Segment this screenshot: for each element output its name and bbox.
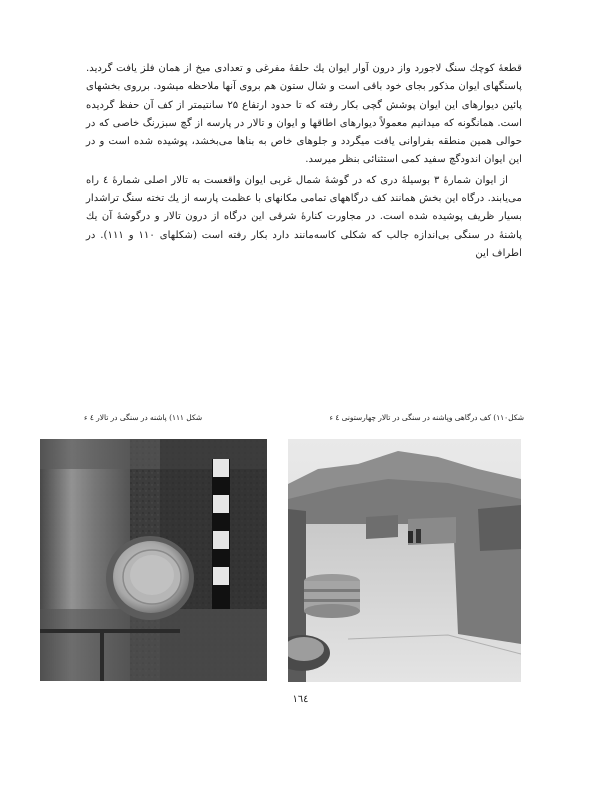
body-text xyxy=(86,60,522,263)
door-socket-photo xyxy=(40,439,267,681)
doorway-photo xyxy=(288,439,521,682)
figure-111-photo xyxy=(40,439,267,681)
figure-caption-111: شکل ۱۱۱) پاشنه در سنگی در تالار ٤ ء xyxy=(84,413,203,422)
paragraph: قطعهٔ کوچك سنگ لاجورد واز درون آوار ایوان یك حلقهٔ مفرغی و تعدادی میخ از همان فلز یافت گردید. پاسنگهای ایوان مذکور بجای خود باقی است و شال ستون هم بروی آنها ملاحظه میشود. برروی بخشهای پائین دیوارهای این ایوان پوشش گچی بکار رفته که تا حدود ارتفاع ۲۵ سانتیمتر از کف آن حفظ گردیده است. همانگونه که میدانیم معمولاً دیوارهای اطاقها و ایوان و تالار در پارسه از گچ سبزرنگ خاصی که در حوالی همین منطقه بفراوانی یافت میگردد و جلوهای خاص به بناها می‌بخشد، پوشیده شده است و در این ایوان اندودگچ سفید کمی استثنائی بنظر میرسد. xyxy=(86,63,523,166)
figure-110-photo xyxy=(288,439,521,682)
measuring-scale xyxy=(212,459,230,609)
figure-caption-110: شکل۱۱۰) کف درگاهی وپاشنه در سنگی در تالار چهارستونی ٤ ء xyxy=(329,413,524,422)
column-base xyxy=(304,574,360,618)
paragraph: از ایوان شمارهٔ ۳ بوسیلهٔ دری که در گوشهٔ شمال غربی ایوان واقعست به تالار اصلی شمارهٔ ٤ راه می‌یابند. درگاه این بخش همانند کف درگاههای تمامی مکانهای با عظمت پارسه از یك تخته سنگ تراشدار بسیار ظریف پوشیده شده است. در مجاورت کنارهٔ شرقی این درگاه از درون تالار و درگوشهٔ آن یك پاشنهٔ در سنگی بی‌اندازه جالب که شکلی کاسه‌مانند دارد بکار رفته است (شکلهای ۱۱۰ و ۱۱۱). در اطراف این xyxy=(86,174,522,259)
page-number: ۱٦٤ xyxy=(292,694,309,705)
